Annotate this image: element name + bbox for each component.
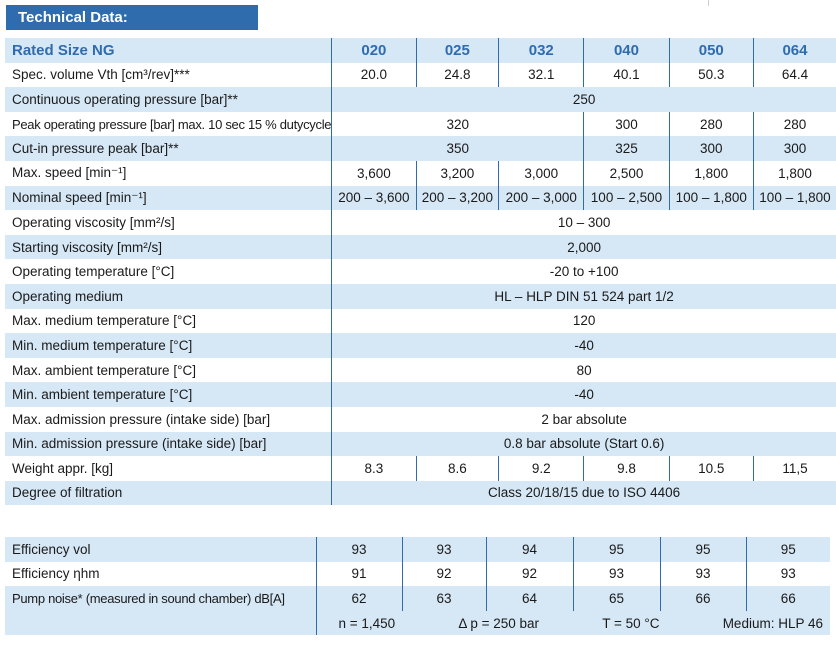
row-label: Spec. volume Vth [cm³/rev]*** <box>5 63 332 88</box>
cell-value: 2,000 <box>332 235 836 260</box>
row-label: Continuous operating pressure [bar]** <box>5 87 332 112</box>
cell-value: 94 <box>486 537 573 562</box>
cell-value: 95 <box>573 537 660 562</box>
table-row <box>5 358 836 383</box>
cell-value: 200 – 3,000 <box>499 186 584 211</box>
size-040: 040 <box>584 38 669 63</box>
row-label: Peak operating pressure [bar] max. 10 sec 15 % dutycycle <box>5 112 332 137</box>
size-050: 050 <box>669 38 753 63</box>
cell-value: 3,200 <box>416 161 499 186</box>
cell-value: 9.2 <box>499 456 584 481</box>
technical-data-table <box>5 38 836 505</box>
cell-value: 24.8 <box>416 63 499 88</box>
table-row <box>5 136 836 161</box>
cell-value: 95 <box>660 537 746 562</box>
row-label: Min. medium temperature [°C] <box>5 333 332 358</box>
cell-value: 92 <box>402 562 486 587</box>
cell-value: 40.1 <box>584 63 669 88</box>
cell-value: 93 <box>573 562 660 587</box>
cell-value: 280 <box>669 112 753 137</box>
cell-value: 2,500 <box>584 161 669 186</box>
table-row <box>5 481 836 506</box>
row-label: Efficiency ηhm <box>5 562 316 587</box>
cell-value: 65 <box>573 586 660 611</box>
cell-value: 9.8 <box>584 456 669 481</box>
row-label: Max. medium temperature [°C] <box>5 309 332 334</box>
cell-value: 0.8 bar absolute (Start 0.6) <box>332 432 836 457</box>
table-row <box>5 161 836 186</box>
cell-value: 300 <box>584 112 669 137</box>
cell-value: 10.5 <box>669 456 753 481</box>
cell-value: 2 bar absolute <box>332 407 836 432</box>
condition-temperature: T = 50 °C <box>602 615 660 631</box>
cell-value: 62 <box>316 586 402 611</box>
cell-value: 200 – 3,200 <box>416 186 499 211</box>
cell-value: 3,600 <box>332 161 416 186</box>
table-row <box>5 63 836 88</box>
row-label: Pump noise* (measured in sound chamber) dB[A] <box>5 586 316 611</box>
cell-value: -40 <box>332 382 836 407</box>
cell-value: 280 <box>753 112 836 137</box>
cell-value: 93 <box>746 562 830 587</box>
cell-value: 32.1 <box>499 63 584 88</box>
cell-value: 10 – 300 <box>332 210 836 235</box>
row-label: Max. admission pressure (intake side) [bar] <box>5 407 332 432</box>
cell-value: 1,800 <box>669 161 753 186</box>
size-025: 025 <box>416 38 499 63</box>
cell-value: 1,800 <box>753 161 836 186</box>
row-label: Cut-in pressure peak [bar]** <box>5 136 332 161</box>
condition-medium: Medium: HLP 46 <box>722 615 823 631</box>
cell-value: 50.3 <box>669 63 753 88</box>
cell-value: 200 – 3,600 <box>332 186 416 211</box>
table-row <box>5 537 830 562</box>
table-row <box>5 407 836 432</box>
cell-value: 64.4 <box>753 63 836 88</box>
cell-value: 91 <box>316 562 402 587</box>
table-row <box>5 432 836 457</box>
row-label: Operating viscosity [mm²/s] <box>5 210 332 235</box>
cell-value: 100 – 1,800 <box>669 186 753 211</box>
row-label: Operating temperature [°C] <box>5 259 332 284</box>
cell-value: 300 <box>669 136 753 161</box>
row-label: Max. speed [min⁻¹] <box>5 161 332 186</box>
cell-value: 11,5 <box>753 456 836 481</box>
cell-value: 350 <box>332 136 584 161</box>
table-row <box>5 382 836 407</box>
cell-value: 3,000 <box>499 161 584 186</box>
cell-value: -40 <box>332 333 836 358</box>
cell-value: 92 <box>486 562 573 587</box>
header-label: Rated Size NG <box>5 38 332 63</box>
condition-speed: n = 1,450 <box>338 615 396 631</box>
row-label: Min. ambient temperature [°C] <box>5 382 332 407</box>
divider <box>708 0 709 6</box>
table-row <box>5 186 836 211</box>
table-row <box>5 235 836 260</box>
table-row <box>5 210 836 235</box>
row-label: Min. admission pressure (intake side) [bar] <box>5 432 332 457</box>
cell-value: 8.6 <box>416 456 499 481</box>
table-row <box>5 456 836 481</box>
row-label: Nominal speed [min⁻¹] <box>5 186 332 211</box>
cell-value: 300 <box>753 136 836 161</box>
cell-value: 66 <box>660 586 746 611</box>
test-conditions <box>317 616 831 631</box>
row-label: Max. ambient temperature [°C] <box>5 358 332 383</box>
size-064: 064 <box>753 38 836 63</box>
section-title: Technical Data: <box>6 5 258 30</box>
cell-value: 100 – 2,500 <box>584 186 669 211</box>
cell-value: 63 <box>402 586 486 611</box>
row-label: Weight appr. [kg] <box>5 456 332 481</box>
cell-value: 120 <box>332 309 836 334</box>
cell-value: Class 20/18/15 due to ISO 4406 <box>332 481 836 506</box>
row-label: Efficiency vol <box>5 537 316 562</box>
conditions-cell <box>316 611 830 636</box>
cell-value: 93 <box>402 537 486 562</box>
table-header-row <box>5 38 836 63</box>
table-row <box>5 284 836 309</box>
table-row <box>5 586 830 611</box>
cell-value: 100 – 1,800 <box>753 186 836 211</box>
size-020: 020 <box>332 38 416 63</box>
table-row <box>5 112 836 137</box>
cell-value: HL – HLP DIN 51 524 part 1/2 <box>332 284 836 309</box>
conditions-row <box>5 611 830 636</box>
cell-value: 95 <box>746 537 830 562</box>
table-row <box>5 259 836 284</box>
cell-value: 64 <box>486 586 573 611</box>
row-label: Degree of filtration <box>5 481 332 506</box>
cell-value: 320 <box>332 112 584 137</box>
table-row <box>5 562 830 587</box>
cell-value: 8.3 <box>332 456 416 481</box>
cell-value: -20 to +100 <box>332 259 836 284</box>
table-row <box>5 87 836 112</box>
row-label: Starting viscosity [mm²/s] <box>5 235 332 260</box>
conditions-label-cell <box>5 611 316 636</box>
cell-value: 93 <box>660 562 746 587</box>
cell-value: 80 <box>332 358 836 383</box>
table-row <box>5 309 836 334</box>
cell-value: 325 <box>584 136 669 161</box>
cell-value: 93 <box>316 537 402 562</box>
condition-pressure: Δ p = 250 bar <box>458 615 540 631</box>
row-label: Operating medium <box>5 284 332 309</box>
size-032: 032 <box>499 38 584 63</box>
table-row <box>5 333 836 358</box>
cell-value: 66 <box>746 586 830 611</box>
cell-value: 250 <box>332 87 836 112</box>
cell-value: 20.0 <box>332 63 416 88</box>
efficiency-table <box>5 537 830 635</box>
